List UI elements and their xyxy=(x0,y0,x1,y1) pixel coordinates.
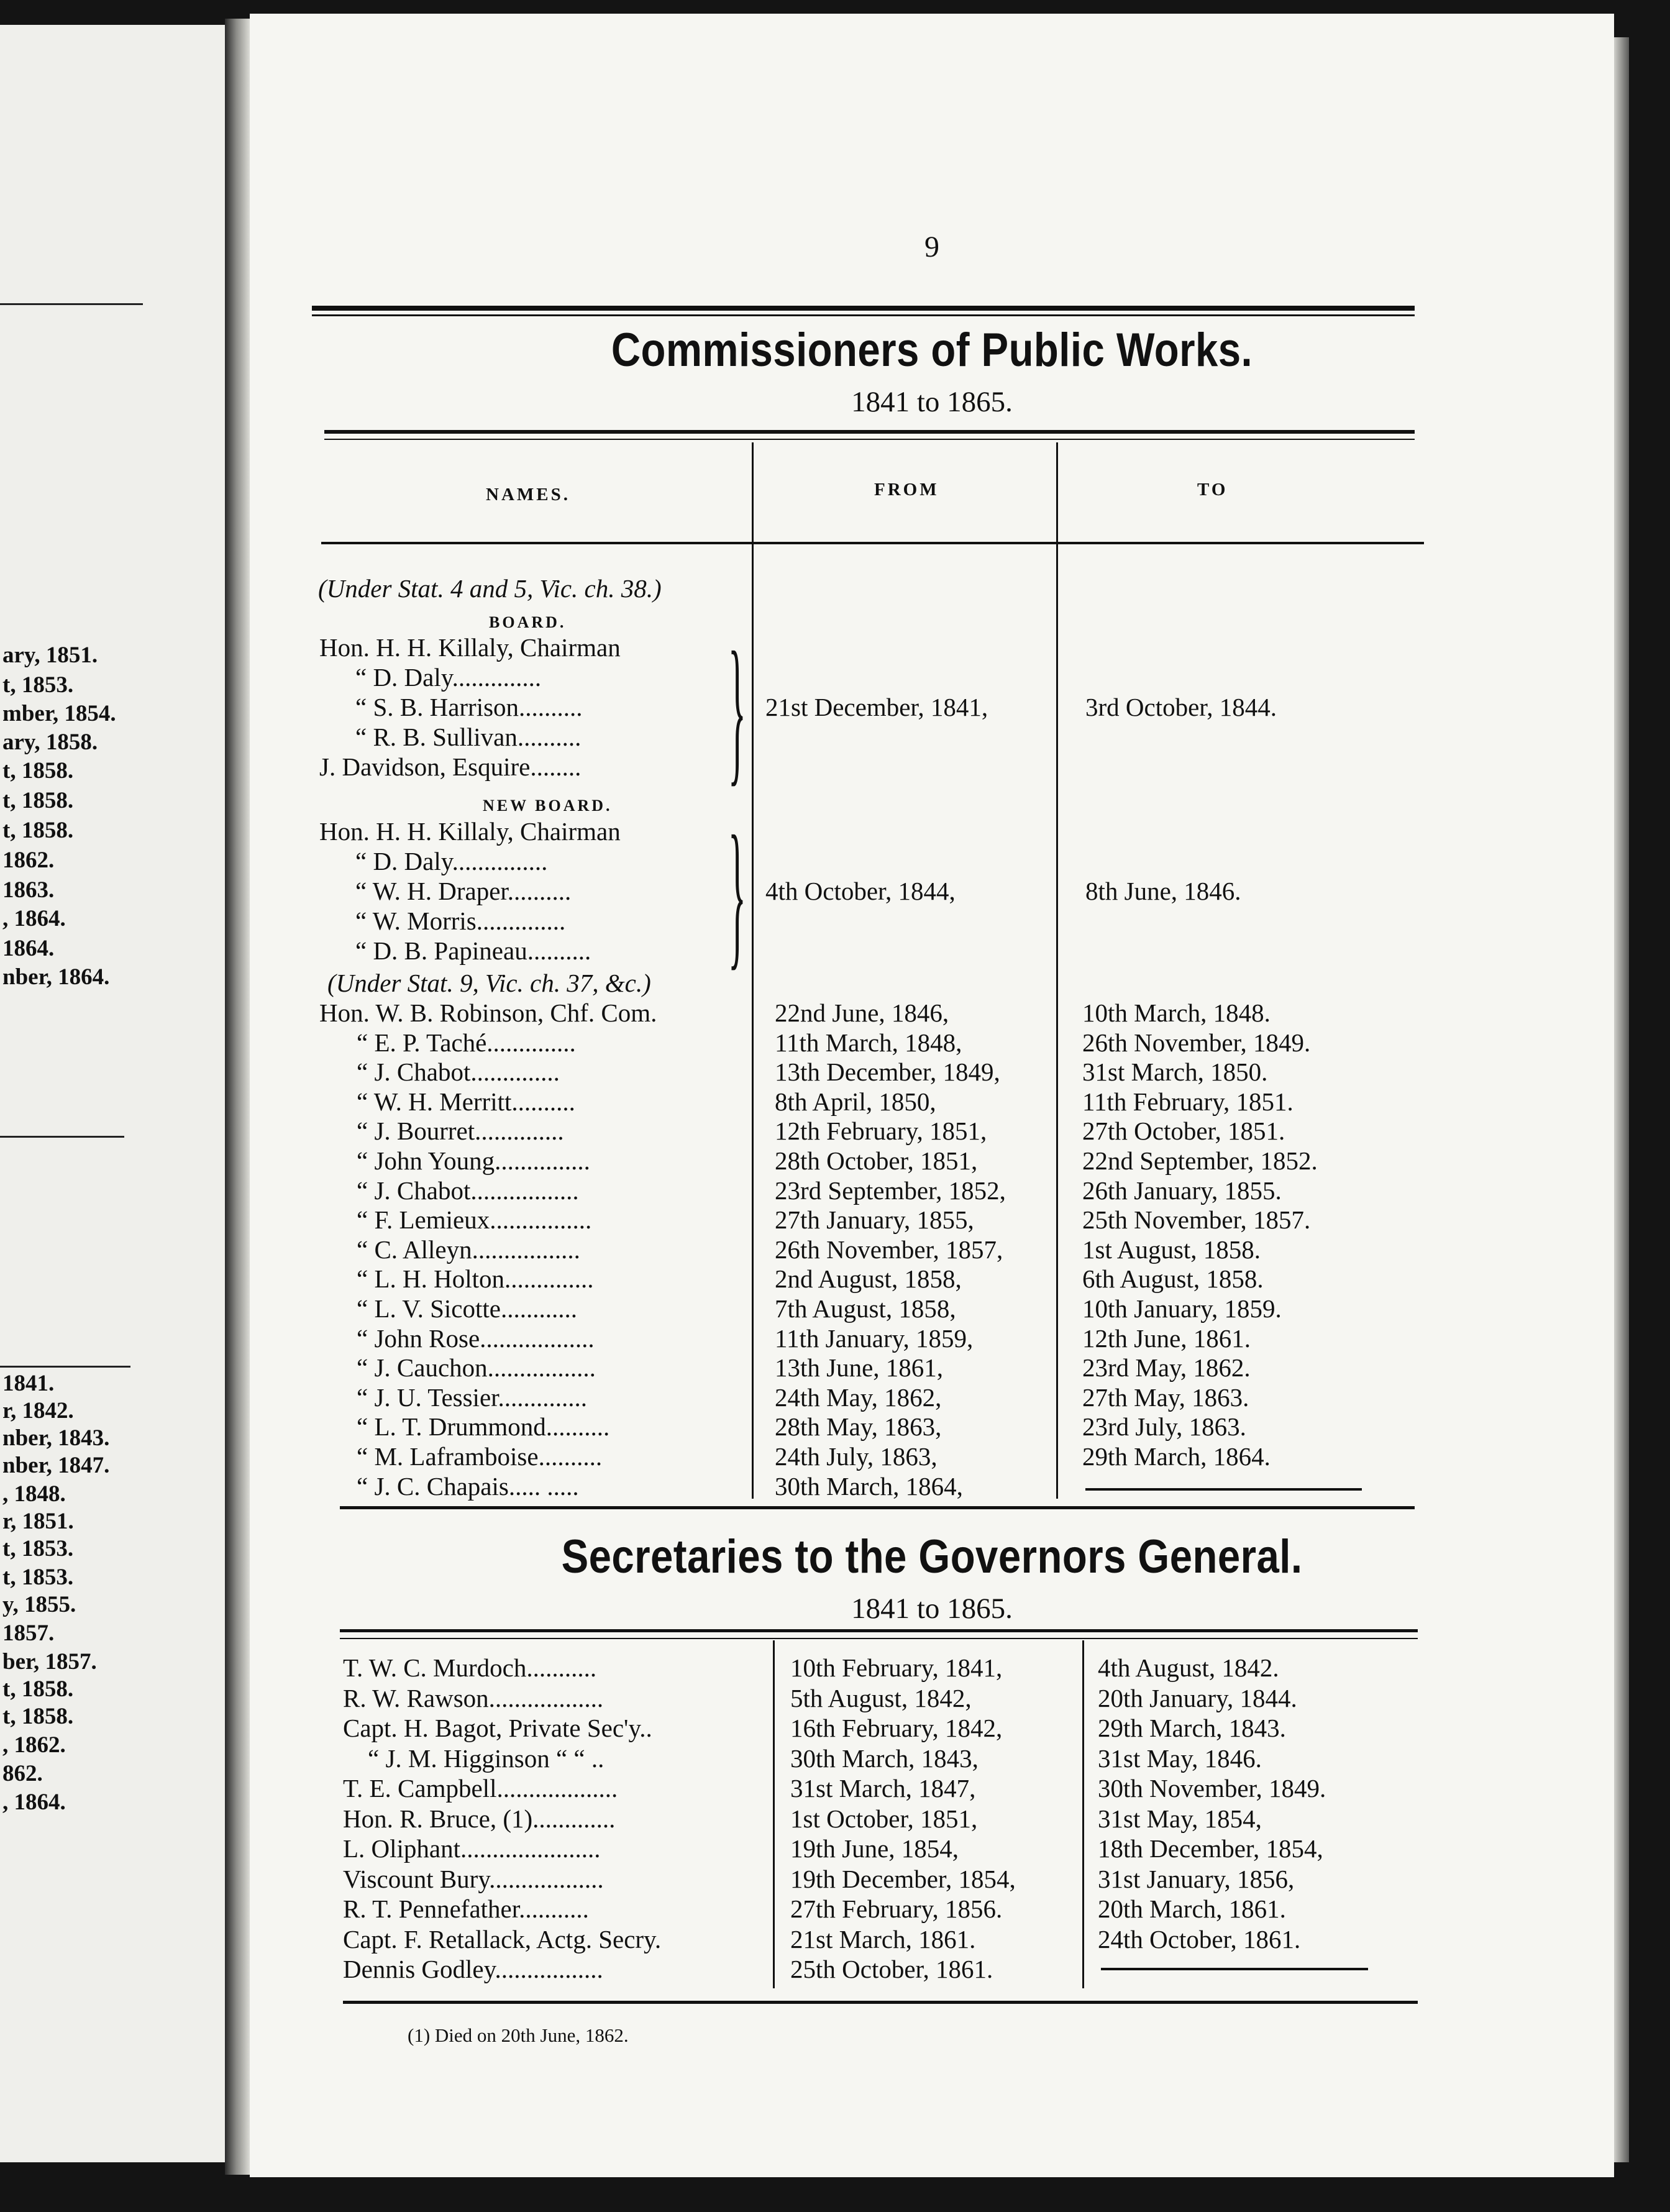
from-date: 11th March, 1848, xyxy=(775,1028,962,1057)
to-date: 31st March, 1850. xyxy=(1082,1058,1268,1087)
to-date: 31st May, 1854, xyxy=(1098,1804,1262,1833)
to-date: 12th June, 1861. xyxy=(1082,1323,1251,1353)
to-date: 22nd September, 1852. xyxy=(1082,1146,1318,1175)
to-date: 25th November, 1857. xyxy=(1082,1205,1311,1235)
secretary-name: T. E. Campbell................... xyxy=(343,1774,618,1803)
board-to-date: 8th June, 1846. xyxy=(1085,877,1241,905)
secretary-name: Hon. R. Bruce, (1)............. xyxy=(343,1804,616,1833)
commissioner-name: “ W. H. Merritt.......... xyxy=(357,1087,575,1116)
secretaries-header-rule xyxy=(340,1629,1418,1632)
left-page-fragment: 862. xyxy=(2,1761,43,1786)
left-page-fragment: 1857. xyxy=(2,1620,55,1646)
column-divider xyxy=(1082,1640,1084,1988)
to-date: 1st August, 1858. xyxy=(1082,1235,1261,1264)
commissioner-name: Hon. W. B. Robinson, Chf. Com. xyxy=(319,999,657,1027)
board-from-date: 21st December, 1841, xyxy=(765,693,988,721)
header-rule xyxy=(324,439,1415,440)
from-date: 10th February, 1841, xyxy=(790,1653,1003,1682)
from-date: 8th April, 1850, xyxy=(775,1087,936,1116)
to-date: 23rd July, 1863. xyxy=(1082,1412,1246,1442)
column-header-to: TO xyxy=(1197,480,1228,500)
bottom-rule xyxy=(343,2001,1418,2004)
commissioners-title: Commissioners of Public Works. xyxy=(611,324,1253,377)
left-page-fragment: mber, 1854. xyxy=(2,701,116,726)
board-member-name: “ W. Morris.............. xyxy=(355,907,566,935)
left-page-fragment: ary, 1858. xyxy=(2,729,98,755)
to-date: 4th August, 1842. xyxy=(1098,1653,1279,1682)
to-date: 27th May, 1863. xyxy=(1082,1382,1249,1412)
from-date: 28th October, 1851, xyxy=(775,1146,978,1175)
to-date: 26th November, 1849. xyxy=(1082,1028,1311,1057)
to-date: 30th November, 1849. xyxy=(1098,1774,1326,1803)
commissioner-name: “ J. Cauchon................. xyxy=(357,1353,596,1382)
to-date: 10th March, 1848. xyxy=(1082,999,1271,1027)
from-date: 12th February, 1851, xyxy=(775,1117,987,1146)
left-page-fragment: t, 1853. xyxy=(2,1536,74,1561)
commissioner-name: “ F. Lemieux................ xyxy=(357,1205,592,1235)
to-date: 31st May, 1846. xyxy=(1098,1744,1262,1773)
left-page-fragment: r, 1842. xyxy=(2,1398,74,1424)
from-date: 30th March, 1843, xyxy=(790,1744,979,1773)
secretary-name: Capt. F. Retallack, Actg. Secry. xyxy=(343,1924,662,1954)
commissioner-name: “ John Young............... xyxy=(357,1146,590,1175)
secretary-name: “ J. M. Higginson “ “ .. xyxy=(368,1744,605,1773)
commissioner-name: “ L. H. Holton.............. xyxy=(357,1264,594,1294)
to-date: 18th December, 1854, xyxy=(1098,1834,1323,1863)
from-date: 27th January, 1855, xyxy=(775,1205,974,1235)
statute-note: (Under Stat. 4 and 5, Vic. ch. 38.) xyxy=(318,574,662,603)
left-page-fragment: 1841. xyxy=(2,1371,55,1396)
left-page-fragment: nber, 1843. xyxy=(2,1425,110,1451)
secretary-name: Viscount Bury.................. xyxy=(343,1864,604,1893)
left-page-fragment: t, 1858. xyxy=(2,788,74,813)
left-page-fragment: ber, 1857. xyxy=(2,1649,97,1675)
board-member-name: “ R. B. Sullivan.......... xyxy=(355,723,582,751)
to-date: 27th October, 1851. xyxy=(1082,1117,1285,1146)
board-to-date: 3rd October, 1844. xyxy=(1085,693,1277,721)
secretary-name: Dennis Godley................. xyxy=(343,1955,603,1983)
column-header-names: NAMES. xyxy=(486,485,570,505)
left-page-fragment: t, 1858. xyxy=(2,818,74,843)
to-end-rule xyxy=(1101,1968,1368,1970)
commissioner-name: “ J. U. Tessier.............. xyxy=(357,1382,588,1412)
brace: } xyxy=(728,803,746,984)
left-page-fragment: nber, 1847. xyxy=(2,1453,110,1478)
secretaries-title: Secretaries to the Governors General. xyxy=(561,1530,1303,1583)
left-page-fragment: t, 1853. xyxy=(2,1565,74,1590)
from-date: 23rd September, 1852, xyxy=(775,1176,1006,1205)
secretary-name: R. T. Pennefather........... xyxy=(343,1894,589,1923)
from-date: 19th December, 1854, xyxy=(790,1864,1016,1893)
secretaries-header-rule xyxy=(340,1638,1418,1639)
section-rule xyxy=(340,1506,1415,1509)
left-page-fragment: 1863. xyxy=(2,877,55,903)
left-page-fragment: t, 1858. xyxy=(2,1704,74,1729)
to-date: 26th January, 1855. xyxy=(1082,1176,1282,1205)
statute-note: (Under Stat. 9, Vic. ch. 37, &c.) xyxy=(327,969,651,997)
secretary-name: R. W. Rawson.................. xyxy=(343,1683,604,1712)
left-page-fragment: t, 1858. xyxy=(2,1676,74,1702)
from-date: 16th February, 1842, xyxy=(790,1714,1003,1742)
top-double-rule xyxy=(312,306,1415,311)
left-page-fragment: t, 1853. xyxy=(2,672,74,698)
page-number: 9 xyxy=(924,231,939,263)
left-page-fragment: r, 1851. xyxy=(2,1509,74,1534)
from-date: 13th June, 1861, xyxy=(775,1353,944,1382)
board-member-name: “ W. H. Draper.......... xyxy=(355,877,572,905)
subheader-rule xyxy=(321,542,1424,544)
left-page-fragment: y, 1855. xyxy=(2,1592,76,1617)
board-member-name: J. Davidson, Esquire........ xyxy=(319,752,582,781)
left-page-fragment: 1862. xyxy=(2,848,55,873)
board-member-name: “ S. B. Harrison.......... xyxy=(355,693,583,721)
brace: } xyxy=(728,619,746,800)
from-date: 28th May, 1863, xyxy=(775,1412,942,1442)
page-edge xyxy=(1614,37,1629,2162)
left-page-fragment: , 1862. xyxy=(2,1732,66,1758)
footnote: (1) Died on 20th June, 1862. xyxy=(408,2024,629,2046)
left-rule xyxy=(0,1366,130,1368)
commissioner-name: “ L. T. Drummond.......... xyxy=(357,1412,610,1442)
binding-gutter xyxy=(225,19,250,2175)
from-date: 19th June, 1854, xyxy=(790,1834,959,1863)
commissioner-name: “ J. Chabot................. xyxy=(357,1176,579,1205)
left-rule xyxy=(0,303,143,305)
to-date: 6th August, 1858. xyxy=(1082,1264,1264,1294)
to-date: 24th October, 1861. xyxy=(1098,1924,1301,1954)
board-member-name: Hon. H. H. Killaly, Chairman xyxy=(319,633,621,662)
commissioner-name: “ J. C. Chapais..... ..... xyxy=(357,1471,579,1501)
from-date: 13th December, 1849, xyxy=(775,1058,1000,1087)
board-member-name: “ D. Daly............... xyxy=(355,847,548,875)
board-from-date: 4th October, 1844, xyxy=(765,877,956,905)
left-page-fragment: ary, 1851. xyxy=(2,642,98,668)
commissioner-name: “ J. Chabot.............. xyxy=(357,1058,560,1087)
left-page xyxy=(0,25,225,2162)
from-date: 5th August, 1842, xyxy=(790,1683,972,1712)
to-end-rule xyxy=(1085,1488,1362,1491)
left-page-fragment: , 1864. xyxy=(2,1789,66,1815)
commissioners-years: 1841 to 1865. xyxy=(851,386,1013,418)
secretary-name: T. W. C. Murdoch........... xyxy=(343,1653,597,1682)
to-date: 11th February, 1851. xyxy=(1082,1087,1294,1116)
to-date: 20th March, 1861. xyxy=(1098,1894,1286,1923)
right-page xyxy=(250,14,1614,2177)
board-member-name: “ D. Daly.............. xyxy=(355,663,542,692)
from-date: 7th August, 1858, xyxy=(775,1294,956,1323)
to-date: 10th January, 1859. xyxy=(1082,1294,1282,1323)
from-date: 24th May, 1862, xyxy=(775,1382,942,1412)
secretaries-years: 1841 to 1865. xyxy=(851,1593,1013,1625)
from-date: 1st October, 1851, xyxy=(790,1804,978,1833)
from-date: 24th July, 1863, xyxy=(775,1442,938,1471)
commissioner-name: “ E. P. Taché.............. xyxy=(357,1028,576,1057)
new-board-label: NEW BOARD. xyxy=(483,797,613,815)
from-date: 22nd June, 1846, xyxy=(775,999,949,1027)
left-page-fragment: , 1864. xyxy=(2,906,66,931)
left-page-fragment: t, 1858. xyxy=(2,758,74,784)
from-date: 25th October, 1861. xyxy=(790,1955,993,1983)
column-divider xyxy=(773,1640,775,1988)
to-date: 23rd May, 1862. xyxy=(1082,1353,1251,1382)
board-member-name: Hon. H. H. Killaly, Chairman xyxy=(319,817,621,846)
commissioner-name: “ J. Bourret.............. xyxy=(357,1117,564,1146)
from-date: 2nd August, 1858, xyxy=(775,1264,962,1294)
from-date: 27th February, 1856. xyxy=(790,1894,1003,1923)
to-date: 29th March, 1843. xyxy=(1098,1714,1286,1742)
commissioner-name: “ M. Laframboise.......... xyxy=(357,1442,603,1471)
secretary-name: Capt. H. Bagot, Private Sec'y.. xyxy=(343,1714,652,1742)
left-page-fragment: , 1848. xyxy=(2,1481,66,1507)
from-date: 30th March, 1864, xyxy=(775,1471,963,1501)
to-date: 31st January, 1856, xyxy=(1098,1864,1295,1893)
secretary-name: L. Oliphant...................... xyxy=(343,1834,601,1863)
column-divider xyxy=(752,442,754,1499)
left-page-fragment: nber, 1864. xyxy=(2,964,110,990)
commissioner-name: “ C. Alleyn................. xyxy=(357,1235,580,1264)
to-date: 20th January, 1844. xyxy=(1098,1683,1297,1712)
column-header-from: FROM xyxy=(874,480,939,500)
from-date: 31st March, 1847, xyxy=(790,1774,976,1803)
from-date: 21st March, 1861. xyxy=(790,1924,976,1954)
from-date: 26th November, 1857, xyxy=(775,1235,1003,1264)
commissioner-name: “ John Rose.................. xyxy=(357,1323,595,1353)
to-date: 29th March, 1864. xyxy=(1082,1442,1271,1471)
board-label: BOARD. xyxy=(489,613,567,631)
commissioner-name: “ L. V. Sicotte............ xyxy=(357,1294,577,1323)
from-date: 11th January, 1859, xyxy=(775,1323,974,1353)
left-rule xyxy=(0,1136,124,1138)
column-divider xyxy=(1056,442,1058,1499)
header-rule xyxy=(324,430,1415,434)
board-member-name: “ D. B. Papineau.......... xyxy=(355,936,591,965)
left-page-fragment: 1864. xyxy=(2,936,55,961)
top-double-rule xyxy=(312,314,1415,316)
